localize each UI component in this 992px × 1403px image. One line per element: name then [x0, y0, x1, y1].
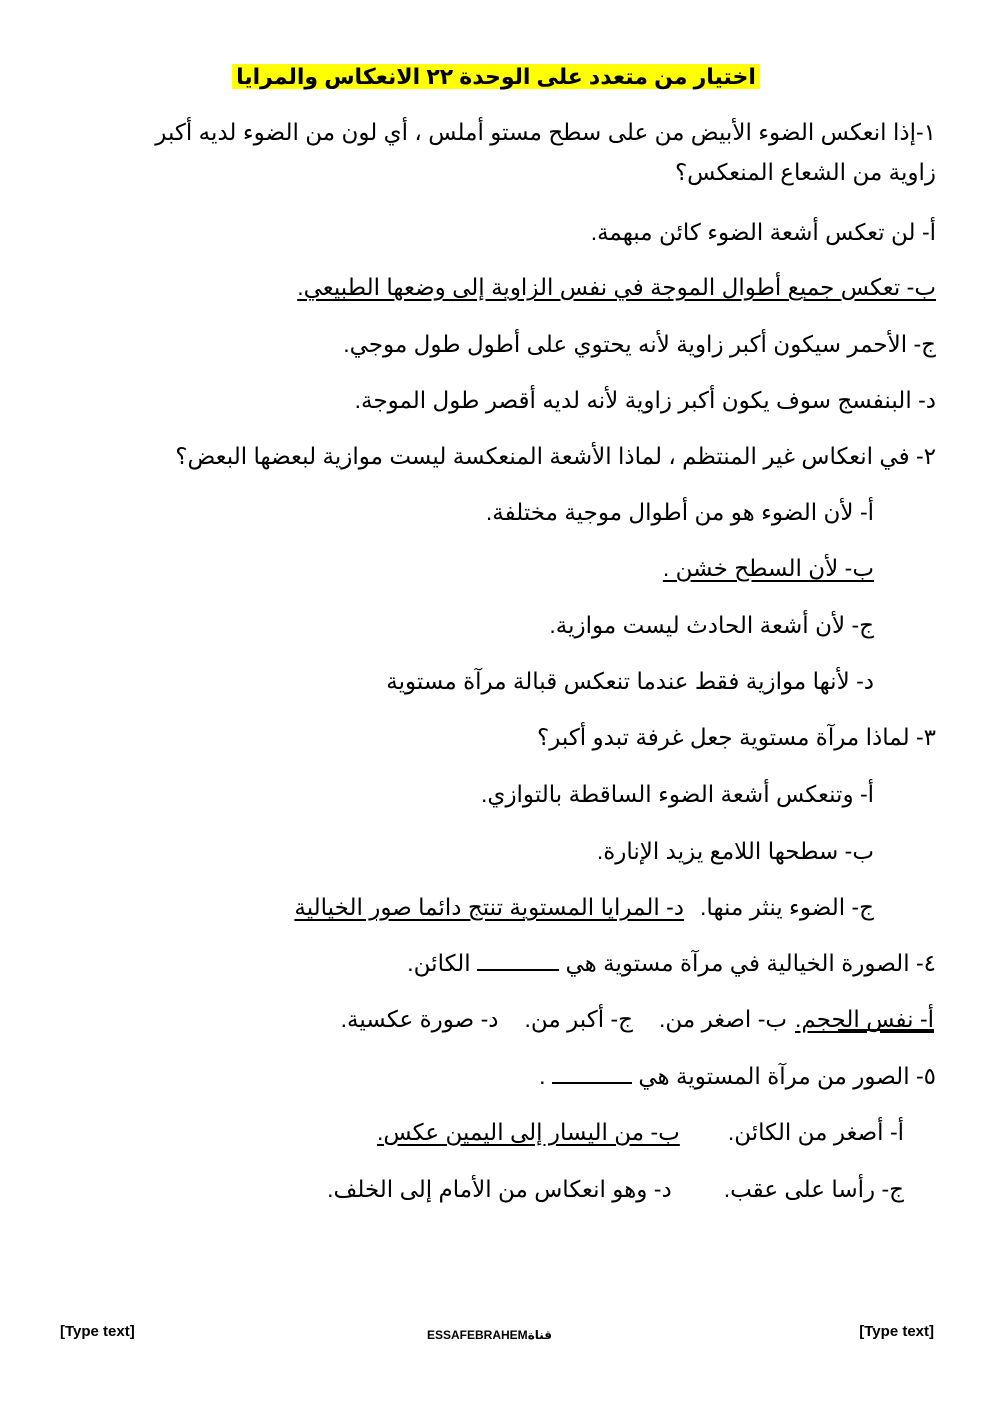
footer-right: [Type text]: [859, 1323, 934, 1340]
q3-option-c: ج- الضوء ينثر منها.: [700, 894, 874, 920]
q3-option-d-correct: د- المرايا المستوية تنتج دائما صور الخيالية: [294, 894, 685, 920]
q2-option-a: أ- لأن الضوء هو من أطوال موجية مختلفة.: [485, 499, 874, 525]
footer-left: [Type text]: [60, 1323, 135, 1340]
q4-option-b: ب- اصغر من.: [658, 1006, 788, 1032]
q5-options-c-d: [327, 1173, 904, 1205]
q5-answer-blank: [552, 1064, 632, 1084]
title-highlight: اختيار من متعدد على الوحدة ٢٢ الانعكاس والمرايا: [232, 64, 760, 89]
q2-option-b-correct: ب- لأن السطح خشن .: [662, 555, 874, 581]
q4-text: [407, 947, 936, 979]
q4-option-c: ج- أكبر من.: [524, 1006, 633, 1032]
q5-option-b-correct: ب- من اليسار إلى اليمين عكس.: [376, 1119, 680, 1145]
q4-option-a-correct: أ- نفس الحجم.: [795, 1006, 934, 1032]
q2-text: ٢- في انعكاس غير المنتظم ، لماذا الأشعة المنعكسة ليست موازية لبعضها البعض؟: [175, 443, 936, 469]
q4-option-d: د- صورة عكسية.: [340, 1006, 499, 1032]
q1-option-c: ج- الأحمر سيكون أكبر زاوية لأنه يحتوي على أطول طول موجي.: [343, 331, 936, 357]
q3-option-b: ب- سطحها اللامع يزيد الإنارة.: [596, 838, 874, 864]
q1-text-line2: زاوية من الشعاع المنعكس؟: [674, 159, 936, 185]
q4-answer-underline: [838, 1029, 934, 1031]
q3-option-a: أ- وتنعكس أشعة الضوء الساقطة بالتوازي.: [481, 781, 874, 807]
q1-text-line1: ١-إذا انعكس الضوء الأبيض من على سطح مستو أملس ، أي لون من الضوء لديه أكبر: [155, 119, 936, 145]
q1-option-a: أ- لن تعكس أشعة الضوء كائن مبهمة.: [590, 219, 936, 245]
q4-answer-blank: [477, 951, 559, 971]
q5-option-a: أ- أصغر من الكائن.: [727, 1119, 904, 1145]
q5-text-before: ٥- الصور من مرآة المستوية هي: [638, 1063, 936, 1089]
q5-option-d: د- وهو انعكاس من الأمام إلى الخلف.: [327, 1176, 672, 1202]
q4-text-after: الكائن.: [407, 950, 471, 976]
footer-center: ESSAFEBRAHEMقناة: [427, 1328, 553, 1342]
q5-options-a-b: [377, 1116, 904, 1148]
q2-option-c: ج- لأن أشعة الحادث ليست موازية.: [549, 612, 874, 638]
q5-text: [539, 1060, 936, 1092]
q1-option-d: د- البنفسج سوف يكون أكبر زاوية لأنه لديه أقصر طول الموجة.: [354, 387, 936, 413]
q3-options-c-d: [294, 891, 874, 923]
worksheet-title: [0, 62, 992, 92]
q5-option-c: ج- رأسا على عقب.: [723, 1176, 904, 1202]
q2-option-d: د- لأنها موازية فقط عندما تنعكس قبالة مرآة مستوية: [386, 668, 874, 694]
q5-text-after: .: [539, 1063, 546, 1089]
q3-text: ٣- لماذا مرآة مستوية جعل غرفة تبدو أكبر؟: [536, 724, 936, 750]
q1-option-b-correct: ب- تعكس جميع أطوال الموجة في نفس الزاوية إلى وضعها الطبيعي.: [297, 274, 936, 300]
q4-text-before: ٤- الصورة الخيالية في مرآة مستوية هي: [565, 950, 936, 976]
